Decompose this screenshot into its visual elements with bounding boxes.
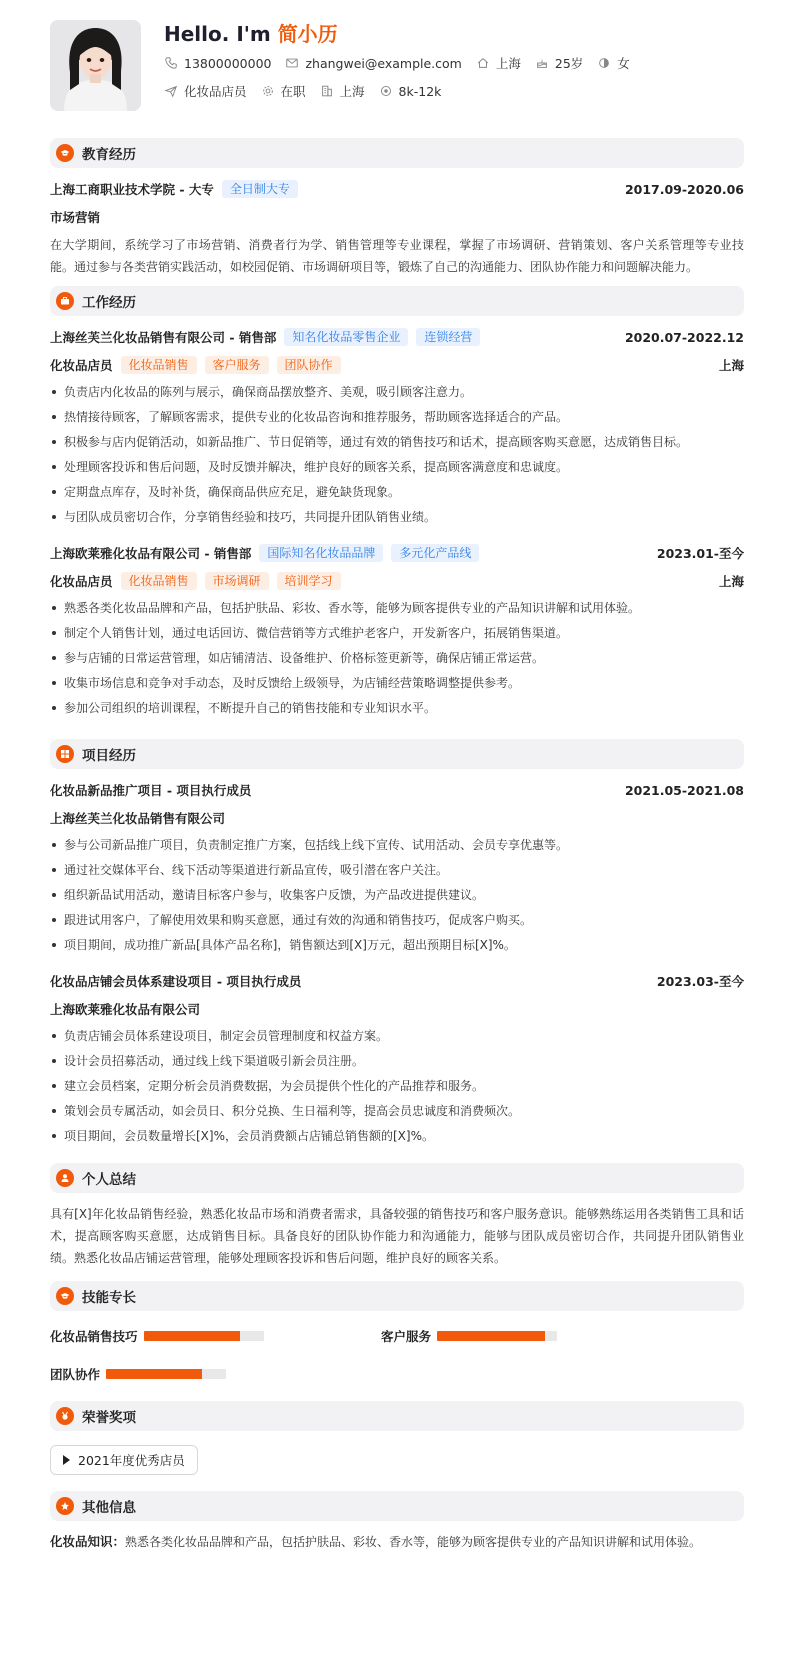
- list-item: 组织新品试用活动，邀请目标客户参与，收集客户反馈，为产品改进提供建议。: [50, 883, 744, 908]
- contact-row: [164, 50, 744, 76]
- honors-header: [50, 1401, 744, 1431]
- work-date: 2023.01-至今: [656, 546, 744, 561]
- gender-icon: [597, 56, 611, 70]
- list-item: 熟悉各类化妆品品牌和产品，包括护肤品、彩妆、香水等，能够为顾客提供专业的产品知识讲解和试用体验。: [50, 596, 744, 621]
- work-role-left: [50, 572, 341, 590]
- project-duties: [50, 1024, 744, 1149]
- skill-name: 客户服务: [381, 1329, 432, 1344]
- graduation-cap-icon: [56, 144, 74, 162]
- work-skill-tag: 化妆品销售: [121, 572, 197, 590]
- other-header: [50, 1491, 744, 1521]
- project-company: 上海丝芙兰化妆品销售有限公司: [50, 811, 226, 826]
- work-skill-tag: 化妆品销售: [121, 356, 197, 374]
- project-company-row: [50, 998, 744, 1020]
- work-company: 上海欧莱雅化妆品有限公司 - 销售部: [50, 546, 252, 561]
- skill-item: [381, 1325, 712, 1347]
- skill-bar: [437, 1331, 557, 1341]
- summary-header: [50, 1163, 744, 1193]
- project-name-row: [50, 970, 744, 992]
- skill-bar-fill: [437, 1331, 545, 1341]
- work-role-left: [50, 356, 341, 374]
- briefcase-icon: [56, 292, 74, 310]
- other-info: [50, 1531, 744, 1553]
- resume-header: [50, 0, 744, 138]
- work-role-row: [50, 354, 744, 376]
- list-item: 建立会员档案，定期分析会员消费数据，为会员提供个性化的产品推荐和服务。: [50, 1074, 744, 1099]
- skill-name: 团队协作: [50, 1367, 101, 1382]
- job-text: 化妆品店员: [184, 84, 247, 99]
- skill-bar-fill: [106, 1369, 202, 1379]
- list-item: 参与店铺的日常运营管理，如店铺清洁、设备维护、价格标签更新等，确保店铺正常运营。: [50, 646, 744, 671]
- project-item: [50, 970, 744, 1149]
- honors-title: 荣誉奖项: [82, 1410, 136, 1426]
- resume-name: 简小历: [277, 22, 338, 46]
- skill-item: [50, 1363, 381, 1385]
- work-company-row: [50, 326, 744, 348]
- hello-text: Hello. I'm: [164, 22, 278, 46]
- salary-item: [379, 84, 442, 99]
- work-role: 化妆品店员: [50, 358, 113, 373]
- list-item: 参与公司新品推广项目，负责制定推广方案，包括线上线下宣传、试用活动、会员专享优惠等。: [50, 833, 744, 858]
- phone-icon: [164, 56, 178, 70]
- list-item: 收集市场信息和竞争对手动态，及时反馈给上级领导，为店铺经营策略调整提供参考。: [50, 671, 744, 696]
- list-item: 通过社交媒体平台、线下活动等渠道进行新品宣传，吸引潜在客户关注。: [50, 858, 744, 883]
- send-icon: [164, 84, 178, 98]
- list-item: 积极参与店内促销活动，如新品推广、节日促销等，通过有效的销售技巧和话术，提高顾客购买意愿，达成销售目标。: [50, 430, 744, 455]
- skill-bar: [144, 1331, 264, 1341]
- list-item: 定期盘点库存，及时补货，确保商品供应充足，避免缺货现象。: [50, 480, 744, 505]
- work-company: 上海丝芙兰化妆品销售有限公司 - 销售部: [50, 330, 277, 345]
- summary-text: 具有[X]年化妆品销售经验，熟悉化妆品市场和消费者需求，具备较强的销售技巧和客户服务意识。能够熟练运用各类销售工具和话术，提高顾客购买意愿，达成销售目标。具备良好的团队协作能力和沟通能力，能够与团队成员密切合作，共同提升团队销售业绩。熟悉化妆品店铺运营管理，能够处理顾客投诉和售后问题，维护良好的顾客关系。: [50, 1207, 744, 1265]
- user-icon: [56, 1169, 74, 1187]
- education-tag: 全日制大专: [222, 180, 298, 198]
- list-item: 负责店内化妆品的陈列与展示，确保商品摆放整齐、美观，吸引顾客注意力。: [50, 380, 744, 405]
- project-date: 2023.03-至今: [656, 974, 744, 989]
- email-text: zhangwei@example.com: [305, 55, 462, 71]
- age-text: 25岁: [554, 56, 584, 71]
- education-title: 教育经历: [82, 147, 136, 163]
- work-tag: 连锁经营: [416, 328, 480, 346]
- work-header: [50, 286, 744, 316]
- play-icon: [63, 1455, 70, 1465]
- phone-text: 13800000000: [184, 55, 272, 71]
- work-tag: 国际知名化妆品品牌: [259, 544, 383, 562]
- work-title: 工作经历: [82, 295, 136, 311]
- list-item: 处理顾客投诉和售后问题，及时反馈并解决，维护良好的顾客关系，提高顾客满意度和忠诚度。: [50, 455, 744, 480]
- project-name-row: [50, 779, 744, 801]
- city-text: 上海: [339, 84, 365, 99]
- education-section: [50, 138, 744, 278]
- hat-icon: [56, 1287, 74, 1305]
- skills-section: [50, 1281, 744, 1401]
- skills-header: [50, 1281, 744, 1311]
- list-item: 项目期间，会员数量增长[X]%，会员消费额占店铺总销售额的[X]%。: [50, 1124, 744, 1149]
- info-icon: [56, 1497, 74, 1515]
- job-item: [164, 82, 247, 100]
- hello-title: [164, 20, 744, 48]
- coin-icon: [379, 84, 393, 98]
- major-row: [50, 206, 744, 228]
- list-item: 设计会员招募活动，通过线上线下渠道吸引新会员注册。: [50, 1049, 744, 1074]
- phone-item: [164, 56, 271, 71]
- work-duties: [50, 380, 744, 530]
- education-desc: 在大学期间，系统学习了市场营销、消费者行为学、销售管理等专业课程，掌握了市场调研、营销策划、客户关系管理等专业技能。通过参与各类营销实践活动，如校园促销、市场调研项目等，锻炼了自己的沟通能力、团队协作能力和问题解决能力。: [50, 238, 744, 274]
- list-item: 策划会员专属活动，如会员日、积分兑换、生日福利等，提高会员忠诚度和消费频次。: [50, 1099, 744, 1124]
- education-left: [50, 180, 298, 198]
- list-item: 跟进试用客户，了解使用效果和购买意愿，通过有效的沟通和销售技巧，促成客户购买。: [50, 908, 744, 933]
- projects-title: 项目经历: [82, 748, 136, 764]
- project-date: 2021.05-2021.08: [624, 782, 744, 798]
- gear-icon: [261, 84, 275, 98]
- list-item: 参加公司组织的培训课程，不断提升自己的销售技能和专业知识水平。: [50, 696, 744, 721]
- project-item: [50, 779, 744, 958]
- honor-item: [50, 1445, 198, 1475]
- honors-list: [50, 1445, 744, 1475]
- skills-list: [50, 1325, 744, 1401]
- honors-section: [50, 1401, 744, 1475]
- summary-section: [50, 1163, 744, 1269]
- mail-icon: [285, 56, 299, 70]
- honor-text: 2021年度优秀店员: [78, 1453, 185, 1468]
- project-duties: [50, 833, 744, 958]
- list-item: 与团队成员密切合作，分享销售经验和技巧，共同提升团队销售业绩。: [50, 505, 744, 530]
- salary-text: 8k-12k: [398, 83, 442, 99]
- work-role: 化妆品店员: [50, 574, 113, 589]
- list-item: 制定个人销售计划，通过电话回访、微信营销等方式维护老客户，开发新客户，拓展销售渠道。: [50, 621, 744, 646]
- other-text: 熟悉各类化妆品品牌和产品，包括护肤品、彩妆、香水等，能够为顾客提供专业的产品知识讲解和试用体验。: [125, 1535, 702, 1549]
- medal-icon: [56, 1407, 74, 1425]
- work-company-left: [50, 328, 480, 346]
- other-section: [50, 1491, 744, 1553]
- email-item: [285, 56, 461, 71]
- work-company-row: [50, 542, 744, 564]
- grid-icon: [56, 745, 74, 763]
- project-name: 化妆品店铺会员体系建设项目 - 项目执行成员: [50, 974, 302, 989]
- education-header: [50, 138, 744, 168]
- work-company-left: [50, 544, 479, 562]
- home-icon: [476, 56, 490, 70]
- major: 市场营销: [50, 210, 101, 225]
- school-name: 上海工商职业技术学院 - 大专: [50, 182, 214, 197]
- gender-text: 女: [617, 56, 630, 71]
- status-item: [261, 82, 306, 100]
- header-info: [164, 20, 744, 104]
- avatar: [50, 20, 141, 111]
- work-skill-tag: 市场调研: [205, 572, 269, 590]
- summary-title: 个人总结: [82, 1172, 136, 1188]
- skill-bar-fill: [144, 1331, 240, 1341]
- skill-name: 化妆品销售技巧: [50, 1329, 138, 1344]
- projects-header: [50, 739, 744, 769]
- work-skill-tag: 团队协作: [277, 356, 341, 374]
- project-company-row: [50, 807, 744, 829]
- work-tag: 知名化妆品零售企业: [284, 328, 408, 346]
- work-tag: 多元化产品线: [391, 544, 479, 562]
- work-skill-tag: 客户服务: [205, 356, 269, 374]
- gender-item: [597, 54, 630, 72]
- education-row: [50, 178, 744, 200]
- education-date: 2017.09-2020.06: [624, 181, 744, 197]
- other-title: 其他信息: [82, 1500, 136, 1516]
- work-item: [50, 542, 744, 721]
- work-date: 2020.07-2022.12: [624, 329, 744, 345]
- project-name: 化妆品新品推广项目 - 项目执行成员: [50, 783, 252, 798]
- work-role-row: [50, 570, 744, 592]
- work-city: 上海: [718, 574, 744, 589]
- age-item: [535, 54, 583, 72]
- location-text: 上海: [495, 56, 521, 71]
- work-duties: [50, 596, 744, 721]
- work-skill-tag: 培训学习: [277, 572, 341, 590]
- list-item: 热情接待顾客，了解顾客需求，提供专业的化妆品咨询和推荐服务，帮助顾客选择适合的产品。: [50, 405, 744, 430]
- other-label: 化妆品知识：: [50, 1534, 126, 1549]
- list-item: 负责店铺会员体系建设项目，制定会员管理制度和权益方案。: [50, 1024, 744, 1049]
- cake-icon: [535, 56, 549, 70]
- skills-title: 技能专长: [82, 1290, 136, 1306]
- projects-section: [50, 739, 744, 1149]
- work-section: [50, 286, 744, 721]
- job-row: [164, 78, 744, 104]
- work-city: 上海: [718, 358, 744, 373]
- list-item: 项目期间，成功推广新品[具体产品名称]，销售额达到[X]万元，超出预期目标[X]%。: [50, 933, 744, 958]
- status-text: 在职: [280, 84, 306, 99]
- skill-bar: [106, 1369, 226, 1379]
- building-icon: [320, 84, 334, 98]
- skill-item: [50, 1325, 381, 1347]
- work-item: [50, 326, 744, 530]
- project-company: 上海欧莱雅化妆品有限公司: [50, 1002, 201, 1017]
- location-item: [476, 54, 521, 72]
- city-item: [320, 82, 365, 100]
